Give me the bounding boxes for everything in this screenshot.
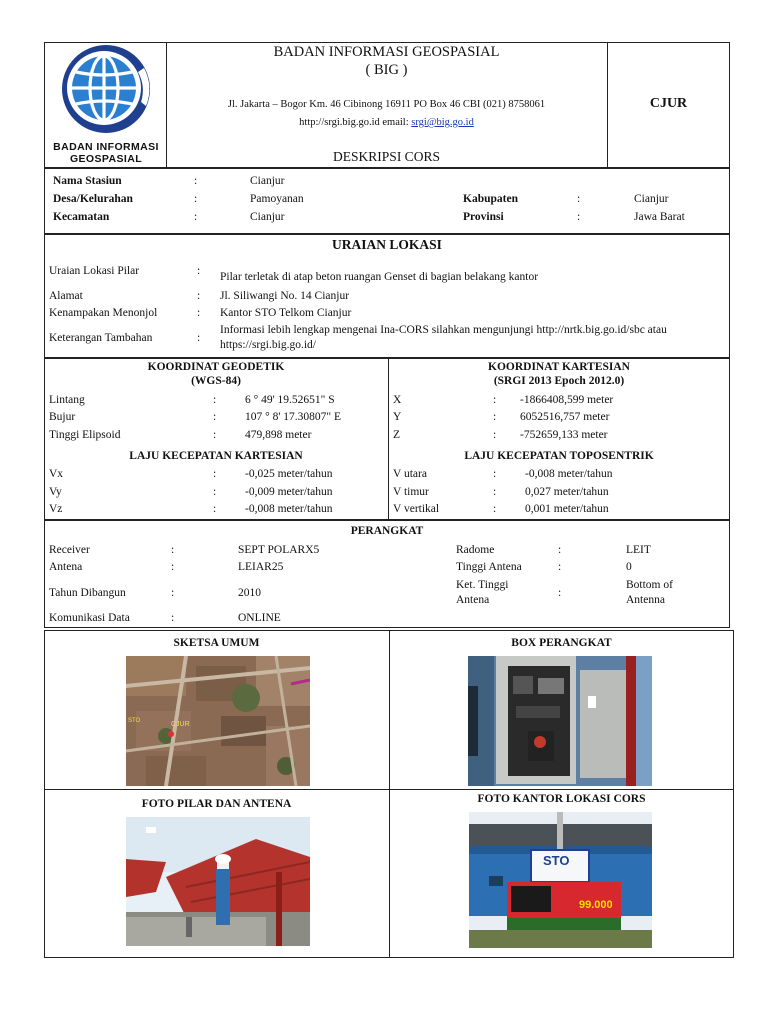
vv-label: V vertikal: [393, 503, 440, 515]
org-address: Jl. Jakarta – Bogor Km. 46 Cibinong 16911 PO Box 46 CBI (021) 8758061: [227, 99, 546, 110]
colon: :: [197, 290, 201, 302]
colon: :: [558, 587, 562, 599]
colon: :: [213, 486, 217, 498]
perangkat-title: PERANGKAT: [350, 525, 424, 537]
vv-value: 0,001 meter/tahun: [525, 503, 609, 515]
menonjol-label: Kenampakan Menonjol: [49, 307, 158, 319]
colon: :: [194, 211, 198, 223]
tambahan-label: Keterangan Tambahan: [49, 332, 153, 344]
ket-tinggi-label-2: Antena: [456, 594, 490, 606]
org-contact: [166, 117, 607, 130]
alamat-value: Jl. Siliwangi No. 14 Cianjur: [220, 290, 350, 302]
ket-tinggi-value-2: Antenna: [626, 594, 665, 606]
colon: :: [197, 307, 201, 319]
kab-value: Cianjur: [634, 193, 669, 205]
nama-label: Nama Stasiun: [53, 175, 122, 187]
colon: :: [213, 468, 217, 480]
vu-label: V utara: [393, 468, 427, 480]
laju-toposentrik-title: LAJU KECEPATAN TOPOSENTRIK: [464, 450, 654, 462]
vt-label: V timur: [393, 486, 429, 498]
pilar-antena-image: [126, 817, 310, 946]
pillar-antenna-graphic: [126, 817, 310, 946]
nama-value: Cianjur: [250, 175, 285, 187]
y-value: 6052516,757 meter: [520, 411, 610, 423]
prov-label: Provinsi: [463, 211, 504, 223]
antena-value: LEIAR25: [238, 561, 284, 573]
y-label: Y: [393, 411, 402, 423]
x-value: -1866408,599 meter: [520, 394, 614, 406]
tinggi-antena-label: Tinggi Antena: [456, 561, 522, 573]
colon: :: [171, 561, 175, 573]
colon: :: [171, 612, 175, 624]
alamat-label: Alamat: [49, 290, 83, 302]
colon: :: [493, 503, 497, 515]
colon: :: [558, 561, 562, 573]
vu-value: -0,008 meter/tahun: [525, 468, 613, 480]
colon: :: [197, 265, 201, 277]
tinggi-value: 479,898 meter: [245, 429, 312, 441]
tahun-value: 2010: [238, 587, 261, 599]
web-label: http://srgi.big.go.id email:: [299, 117, 409, 128]
colon: :: [194, 175, 198, 187]
pilar-label: Uraian Lokasi Pilar: [49, 265, 140, 277]
kab-label: Kabupaten: [463, 193, 518, 205]
colon: :: [577, 193, 581, 205]
kantor-image: [469, 812, 652, 948]
colon: :: [171, 587, 175, 599]
big-logo: [56, 44, 156, 138]
map-label: CJUR: [171, 721, 190, 728]
z-label: Z: [393, 429, 401, 441]
receiver-value: SEPT POLARX5: [238, 544, 320, 556]
logo-line-2: GEOSPASIAL: [69, 153, 143, 166]
lintang-value: 6 ° 49' 19.52651" S: [245, 394, 335, 406]
sketsa-image: [126, 656, 310, 786]
banner-price: 99.000: [579, 899, 613, 911]
colon: :: [213, 429, 217, 441]
colon: :: [493, 468, 497, 480]
tinggi-antena-value: 0: [626, 561, 632, 573]
laju-kartesian-title: LAJU KECEPATAN KARTESIAN: [129, 450, 303, 462]
vx-label: Vx: [49, 468, 64, 480]
x-label: X: [393, 394, 402, 406]
desa-value: Pamoyanan: [250, 193, 304, 205]
vx-value: -0,025 meter/tahun: [245, 468, 333, 480]
colon: :: [493, 429, 497, 441]
sketsa-title: SKETSA UMUM: [173, 637, 260, 649]
kec-value: Cianjur: [250, 211, 285, 223]
globe-icon: [56, 44, 156, 138]
kartesian-title-1: KOORDINAT KARTESIAN: [488, 361, 630, 373]
kec-label: Kecamatan: [53, 211, 110, 223]
vt-value: 0,027 meter/tahun: [525, 486, 609, 498]
geodetik-title-1: KOORDINAT GEODETIK: [147, 361, 285, 373]
komunikasi-value: ONLINE: [238, 612, 281, 624]
lokasi-title: URAIAN LOKASI: [332, 237, 442, 252]
email-link[interactable]: srgi@big.go.id: [411, 117, 474, 128]
sto-sign-text: STO: [543, 853, 570, 868]
tambahan-line-1: Informasi lebih lengkap mengenai Ina-CORS silahkan mengunjungi http://nrtk.big.go.id/sbc atau: [220, 324, 667, 336]
colon: :: [558, 544, 562, 556]
photos-divider-horizontal: [44, 789, 734, 790]
equipment-box-graphic: [468, 656, 652, 786]
colon: :: [171, 544, 175, 556]
desa-label: Desa/Kelurahan: [53, 193, 133, 205]
receiver-label: Receiver: [49, 544, 90, 556]
logo-line-1: BADAN INFORMASI: [53, 141, 159, 153]
tambahan-line-2: https://srgi.big.go.id/: [220, 339, 316, 351]
tinggi-label: Tinggi Elipsoid: [49, 429, 121, 441]
vy-value: -0,009 meter/tahun: [245, 486, 333, 498]
bujur-value: 107 ° 8' 17.30807" E: [245, 411, 342, 423]
map-label: STO: [128, 718, 141, 724]
lintang-label: Lintang: [49, 394, 85, 406]
kartesian-title-2: (SRGI 2013 Epoch 2012.0): [493, 375, 625, 387]
colon: :: [493, 394, 497, 406]
logo-caption: [46, 141, 166, 165]
colon: :: [213, 411, 217, 423]
prov-value: Jawa Barat: [634, 211, 685, 223]
aerial-map-graphic: [126, 656, 310, 786]
office-building-graphic: [469, 812, 652, 948]
colon: :: [213, 503, 217, 515]
antena-label: Antena: [49, 561, 83, 573]
box-perangkat-image: [468, 656, 652, 786]
komunikasi-label: Komunikasi Data: [49, 612, 130, 624]
kantor-photo-title: FOTO KANTOR LOKASI CORS: [477, 793, 646, 805]
ket-tinggi-label-1: Ket. Tinggi: [456, 579, 509, 591]
vz-value: -0,008 meter/tahun: [245, 503, 333, 515]
colon: :: [493, 486, 497, 498]
doc-title: DESKRIPSI CORS: [333, 149, 440, 164]
org-abbr: ( BIG ): [365, 62, 408, 78]
radome-value: LEIT: [626, 544, 651, 556]
colon: :: [194, 193, 198, 205]
colon: :: [197, 332, 201, 344]
vz-label: Vz: [49, 503, 63, 515]
station-box: [44, 168, 730, 234]
z-value: -752659,133 meter: [520, 429, 608, 441]
org-name: BADAN INFORMASI GEOSPASIAL: [273, 44, 500, 60]
colon: :: [577, 211, 581, 223]
geodetik-title-2: (WGS-84): [191, 375, 241, 387]
colon: :: [213, 394, 217, 406]
ket-tinggi-value-1: Bottom of: [626, 579, 673, 591]
menonjol-value: Kantor STO Telkom Cianjur: [220, 307, 352, 319]
pilar-value: Pilar terletak di atap beton ruangan Genset di bagian belakang kantor: [220, 271, 539, 283]
station-code: CJUR: [649, 96, 688, 111]
bujur-label: Bujur: [49, 411, 76, 423]
box-title: BOX PERANGKAT: [511, 637, 612, 649]
vy-label: Vy: [49, 486, 62, 498]
colon: :: [493, 411, 497, 423]
radome-label: Radome: [456, 544, 495, 556]
tahun-label: Tahun Dibangun: [49, 587, 126, 599]
pilar-photo-title: FOTO PILAR DAN ANTENA: [141, 798, 292, 810]
